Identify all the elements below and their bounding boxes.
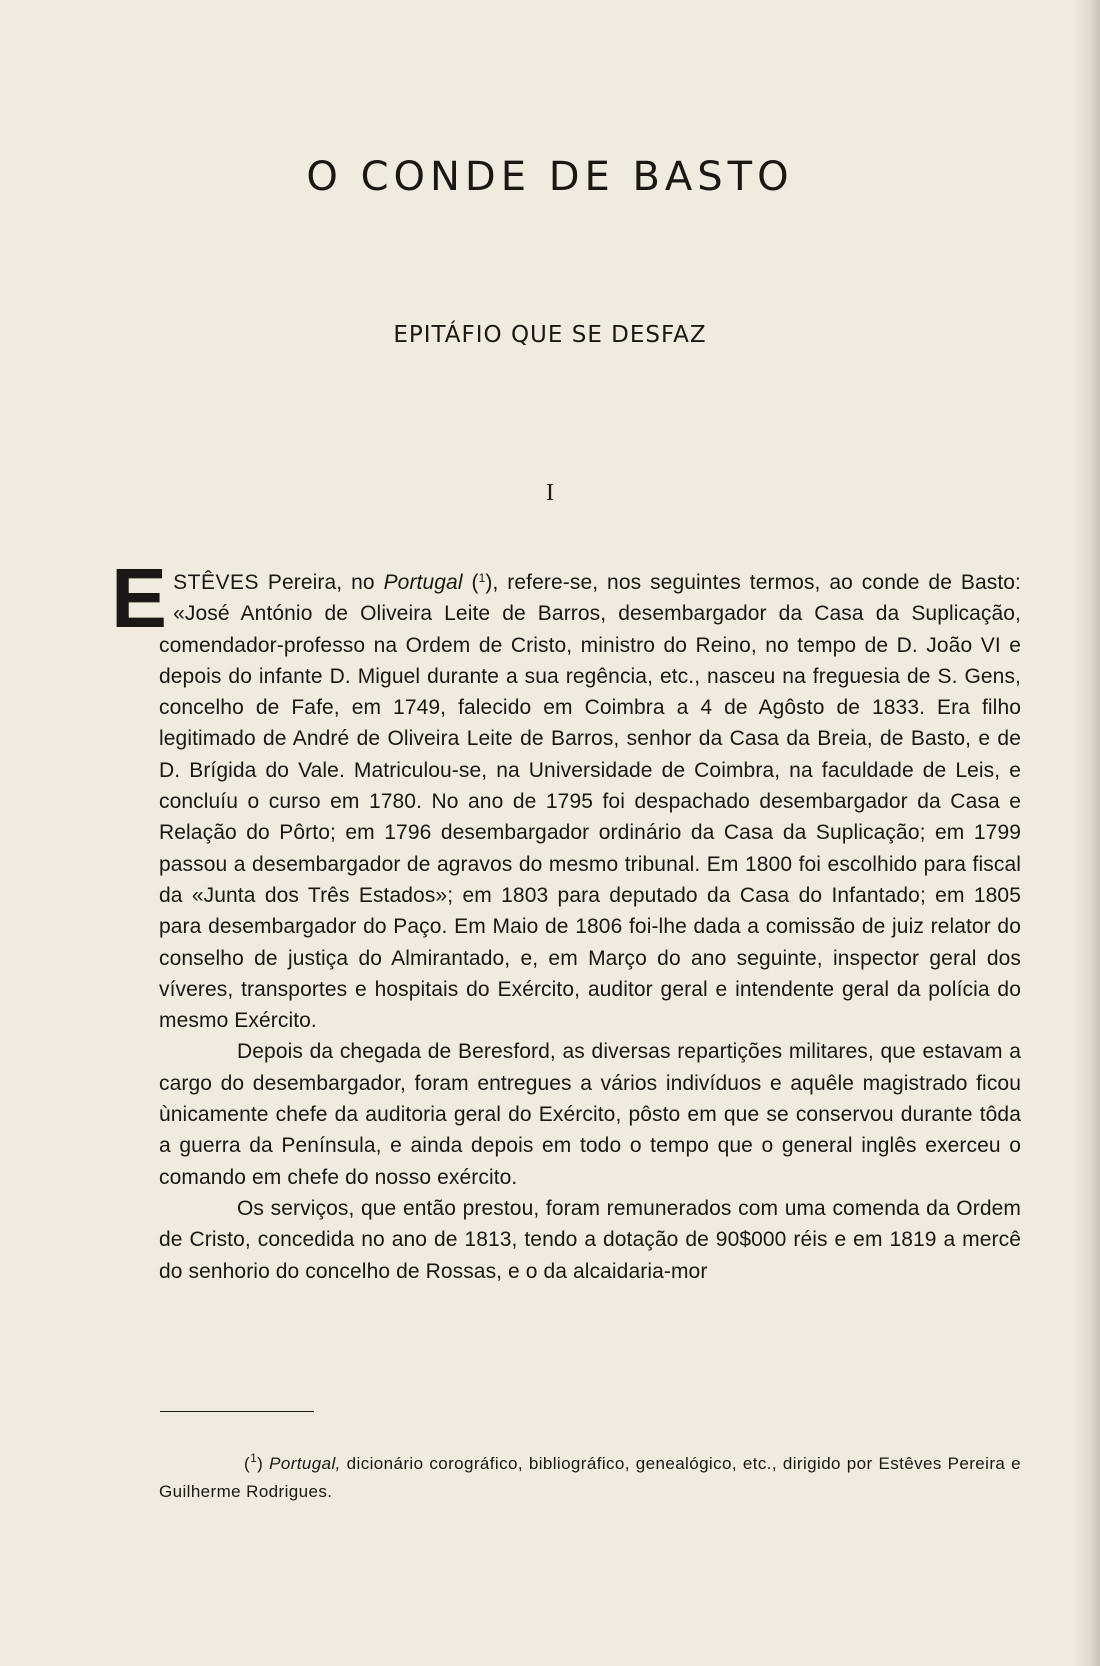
ref-close: ) <box>485 571 493 594</box>
drop-cap: E <box>111 551 168 645</box>
footnote-divider <box>160 1411 314 1412</box>
paragraph-3: Os serviços, que então prestou, foram remunerados com uma comenda da Ordem de Cristo, concedida no ano de 1813, tendo a dotação de 90$000 réis e em 1819 a mercê do senhorio do concelho de Rossas, e o da alcaidaria-mor <box>159 1196 1021 1283</box>
footnote-reference: 1 <box>478 571 486 585</box>
page-title: O CONDE DE BASTO <box>306 154 794 200</box>
footnote-marker: 1 <box>250 1451 258 1465</box>
footnote-marker-open: ( <box>244 1454 251 1473</box>
page-subtitle: EPITÁFIO QUE SE DESFAZ <box>393 322 707 348</box>
body-text <box>111 551 1021 1287</box>
section-number: I <box>546 480 554 506</box>
work-title: Portugal <box>383 571 463 594</box>
paragraph-1-text-a: Pereira, no <box>259 571 384 594</box>
first-word: STÊVES <box>173 571 260 594</box>
ref-open: ( <box>462 571 479 594</box>
footnote-marker-close: ) <box>257 1454 264 1473</box>
footnote-body: dicionário corográfico, bibliográfico, genealógico, etc., dirigido por Estêves Pereira e Guilherme Rodrigues. <box>159 1454 1021 1501</box>
paragraph-2: Depois da chegada de Beresford, as diversas repartições militares, que estavam a cargo do desembargador, foram entregues a vários indivíduos e aquêle magistrado ficou ùnicamente chefe da auditoria geral do Exército, pôsto em que se conservou durante tôda a guerra da Península, e ainda depois em todo o tempo que o general inglês exerceu o comando em chefe do nosso exército. <box>159 1040 1021 1189</box>
footnote-work-title: Portugal, <box>269 1454 341 1473</box>
paragraph-1-text-b: , refere-se, nos seguintes termos, ao conde de Basto: «José António de Oliveira Leite de Barros, desembargador da Casa da Suplicação, comendador-professo na Ordem de Cristo, ministro do Reino, no tempo de D. João VI e depois do infante D. Miguel durante a sua regência, etc., nasceu na freguesia de S. Gens, concelho de Fafe, em 1749, falecido em Coimbra a 4 de Agôsto de 1833. Era filho legitimado de André de Oliveira Leite de Barros, senhor da Casa da Breia, de Basto, e de D. Brígida do Vale. Matriculou-se, na Universidade de Coimbra, na faculdade de Leis, e concluíu o curso em 1780. No ano de 1795 foi despachado desembargador da Casa e Relação do Pôrto; em 1796 desembargador ordinário da Casa da Suplicação; em 1799 passou a desembargador de agravos do mesmo tribunal. Em 1800 foi escolhido para fiscal da «Junta dos Três Estados»; em 1803 para deputado da Casa do Infantado; em 1805 para desembargador do Paço. Em Maio de 1806 foi-lhe dada a comissão de juiz relator do conselho de justiça do Almirantado, e, em Março do ano seguinte, inspector geral dos víveres, transportes e hospitais do Exército, auditor geral e intendente geral da polícia do mesmo Exército. <box>159 571 1021 1033</box>
page-edge-shadow <box>1074 0 1100 1666</box>
footnote-text <box>159 1444 1021 1506</box>
paragraph-1 <box>111 551 1021 1036</box>
footnote <box>159 1444 1021 1506</box>
